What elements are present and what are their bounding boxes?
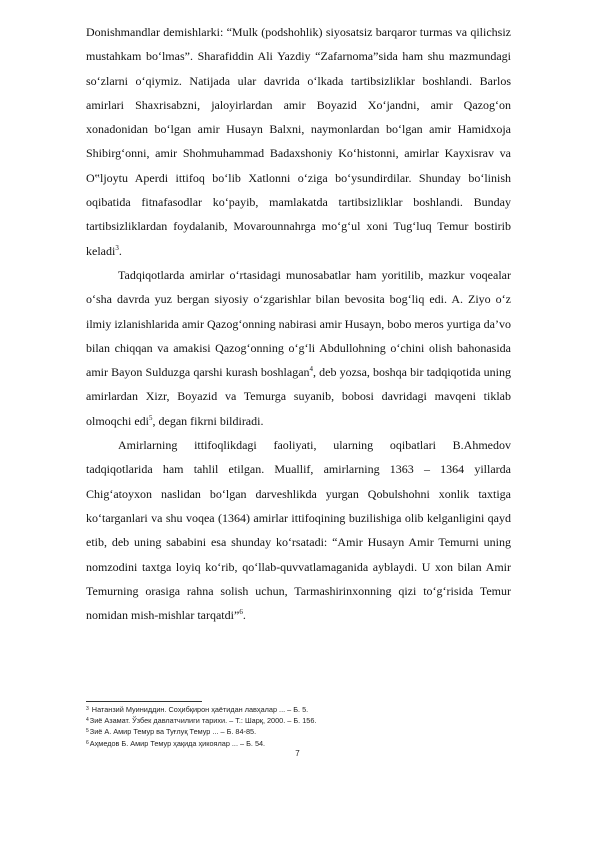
- paragraph-3: [86, 433, 511, 627]
- paragraph-1-end: .: [118, 243, 122, 258]
- body-text: [86, 20, 511, 627]
- footnote-number: 5: [86, 728, 89, 735]
- footnote-3: [86, 704, 511, 715]
- paragraph-1-text: Donishmandlar demishlarki: “Mulk (podshohlik) siyosatsiz barqaror turmas va qilichsiz mustahkam bo‘lmas”. Sharafiddin Ali Yazdiy “Zafarnoma”sida ham shu mazmundagi so‘zlarni o‘qiymiz. Natijada ular davrida o‘lkada tartibsizliklar boshlandi. Barlos amirlari Shaxrisabzni, jaloyirlardan amir Boyazid Xo‘jandni, amir Qazog‘on xonadonidan bo‘lgan amir Husayn Balxni, naymonlardan bo‘lgan amir Hamidxoja Shibirg‘onni, amir Shohmuhammad Badaxshoniy Ko‘histonni, amirlar Kayxisrav va O‟ljoytu Aperdi ittifoq bo‘lib Xatlonni o‘ziga bo‘ysundirdilar. Shunday bo‘linish oqibatida fitnafasodlar ko‘payib, mamlakatda tartibsizliklar boshlandi. Bunday tartibsizliklardan foydalanib, Movarounnahrga mo‘g‘ul xoni Tug‘luq Temur bostirib keladi: [86, 25, 511, 258]
- paragraph-2-end: , degan fikrni bildiradi.: [152, 413, 264, 428]
- footnote-6: [86, 738, 511, 749]
- footnote-ref-4[interactable]: 4: [309, 365, 314, 374]
- paragraph-3-text: Amirlarning ittifoqlikdagi faoliyati, ularning oqibatlari B.Ahmedov tadqiqotlarida ham tahlil etilgan. Muallif, amirlarning 1363 – 1364 yillarda Chig‘atoyxon naslidan bo‘lgan darveshlikda yurgan Qobulshohni xonlik taxtiga ko‘targanlari va shu voqea (1364) amirlar ittifoqining buzilishiga olib kelganligini qayd etib, deb uning sababini esa shunday ko‘rsatadi: “Amir Husayn Amir Temurni uning nomzodini taxtga loyiq ko‘rib, qo‘llab-quvvatlamaganida ayblaydi. U xon bilan Amir Temurning orasiga rahna solish uchun, Tarmashirinxonning qizi to‘g‘risida Temur nomidan mish-mishlar tarqatdi”: [86, 438, 511, 623]
- footnote-4: [86, 715, 511, 726]
- footnote-text: Зиё А. Амир Темур ва Туғлуқ Темур ... – Б. 84-85.: [89, 727, 257, 737]
- footnotes: [86, 704, 511, 749]
- footnote-number: 4: [86, 717, 89, 724]
- paragraph-2: [86, 263, 511, 433]
- footnote-text: Аҳмедов Б. Амир Темур ҳақида ҳикоялар ... – Б. 54.: [89, 738, 266, 748]
- footnote-number: 3: [86, 706, 89, 712]
- footnote-number: 6: [86, 739, 89, 746]
- footnote-ref-5[interactable]: 5: [149, 413, 153, 422]
- paragraph-2-text: Tadqiqotlarda amirlar o‘rtasidagi munosabatlar ham yoritilib, mazkur voqealar o‘sha davrda yuz bergan siyosiy o‘zgarishlar bilan bevosita bog‘liq edi. A. Ziyo o‘z ilmiy izlanishlarida amir Qazog‘onning nabirasi amir Husayn, bobo meros yurtiga da’vo bilan chiqqan va amakisi Qazog‘onning o‘g‘li Abdullohning o‘chini olish bahonasida amir Bayon Sulduzga qarshi kurash boshlagan: [86, 267, 511, 380]
- paragraph-2-text-cont: , deb yozsa, boshqa bir tadqiqotida uning amirlardan Xizr, Boyazid va Temurga suyanib, bobosi davridagi mavqeni tiklab olmoqchi edi: [86, 365, 512, 428]
- paragraph-3-end: .: [242, 608, 246, 623]
- footnote-text: Зиё Азамат. Ўзбек давлатчилиги тарихи. – Т.: Шарқ, 2000. – Б. 156.: [89, 716, 317, 726]
- footnote-separator: [86, 701, 202, 702]
- footnote-5: [86, 726, 511, 737]
- footnote-ref-3[interactable]: 3: [115, 243, 119, 252]
- page-number: 7: [295, 749, 300, 758]
- paragraph-1: [86, 20, 511, 263]
- footnote-ref-6[interactable]: 6: [239, 608, 243, 617]
- footnote-text: Натанзий Муиниддин. Соҳибқирон ҳаётидан лавҳалар ... – Б. 5.: [89, 705, 309, 714]
